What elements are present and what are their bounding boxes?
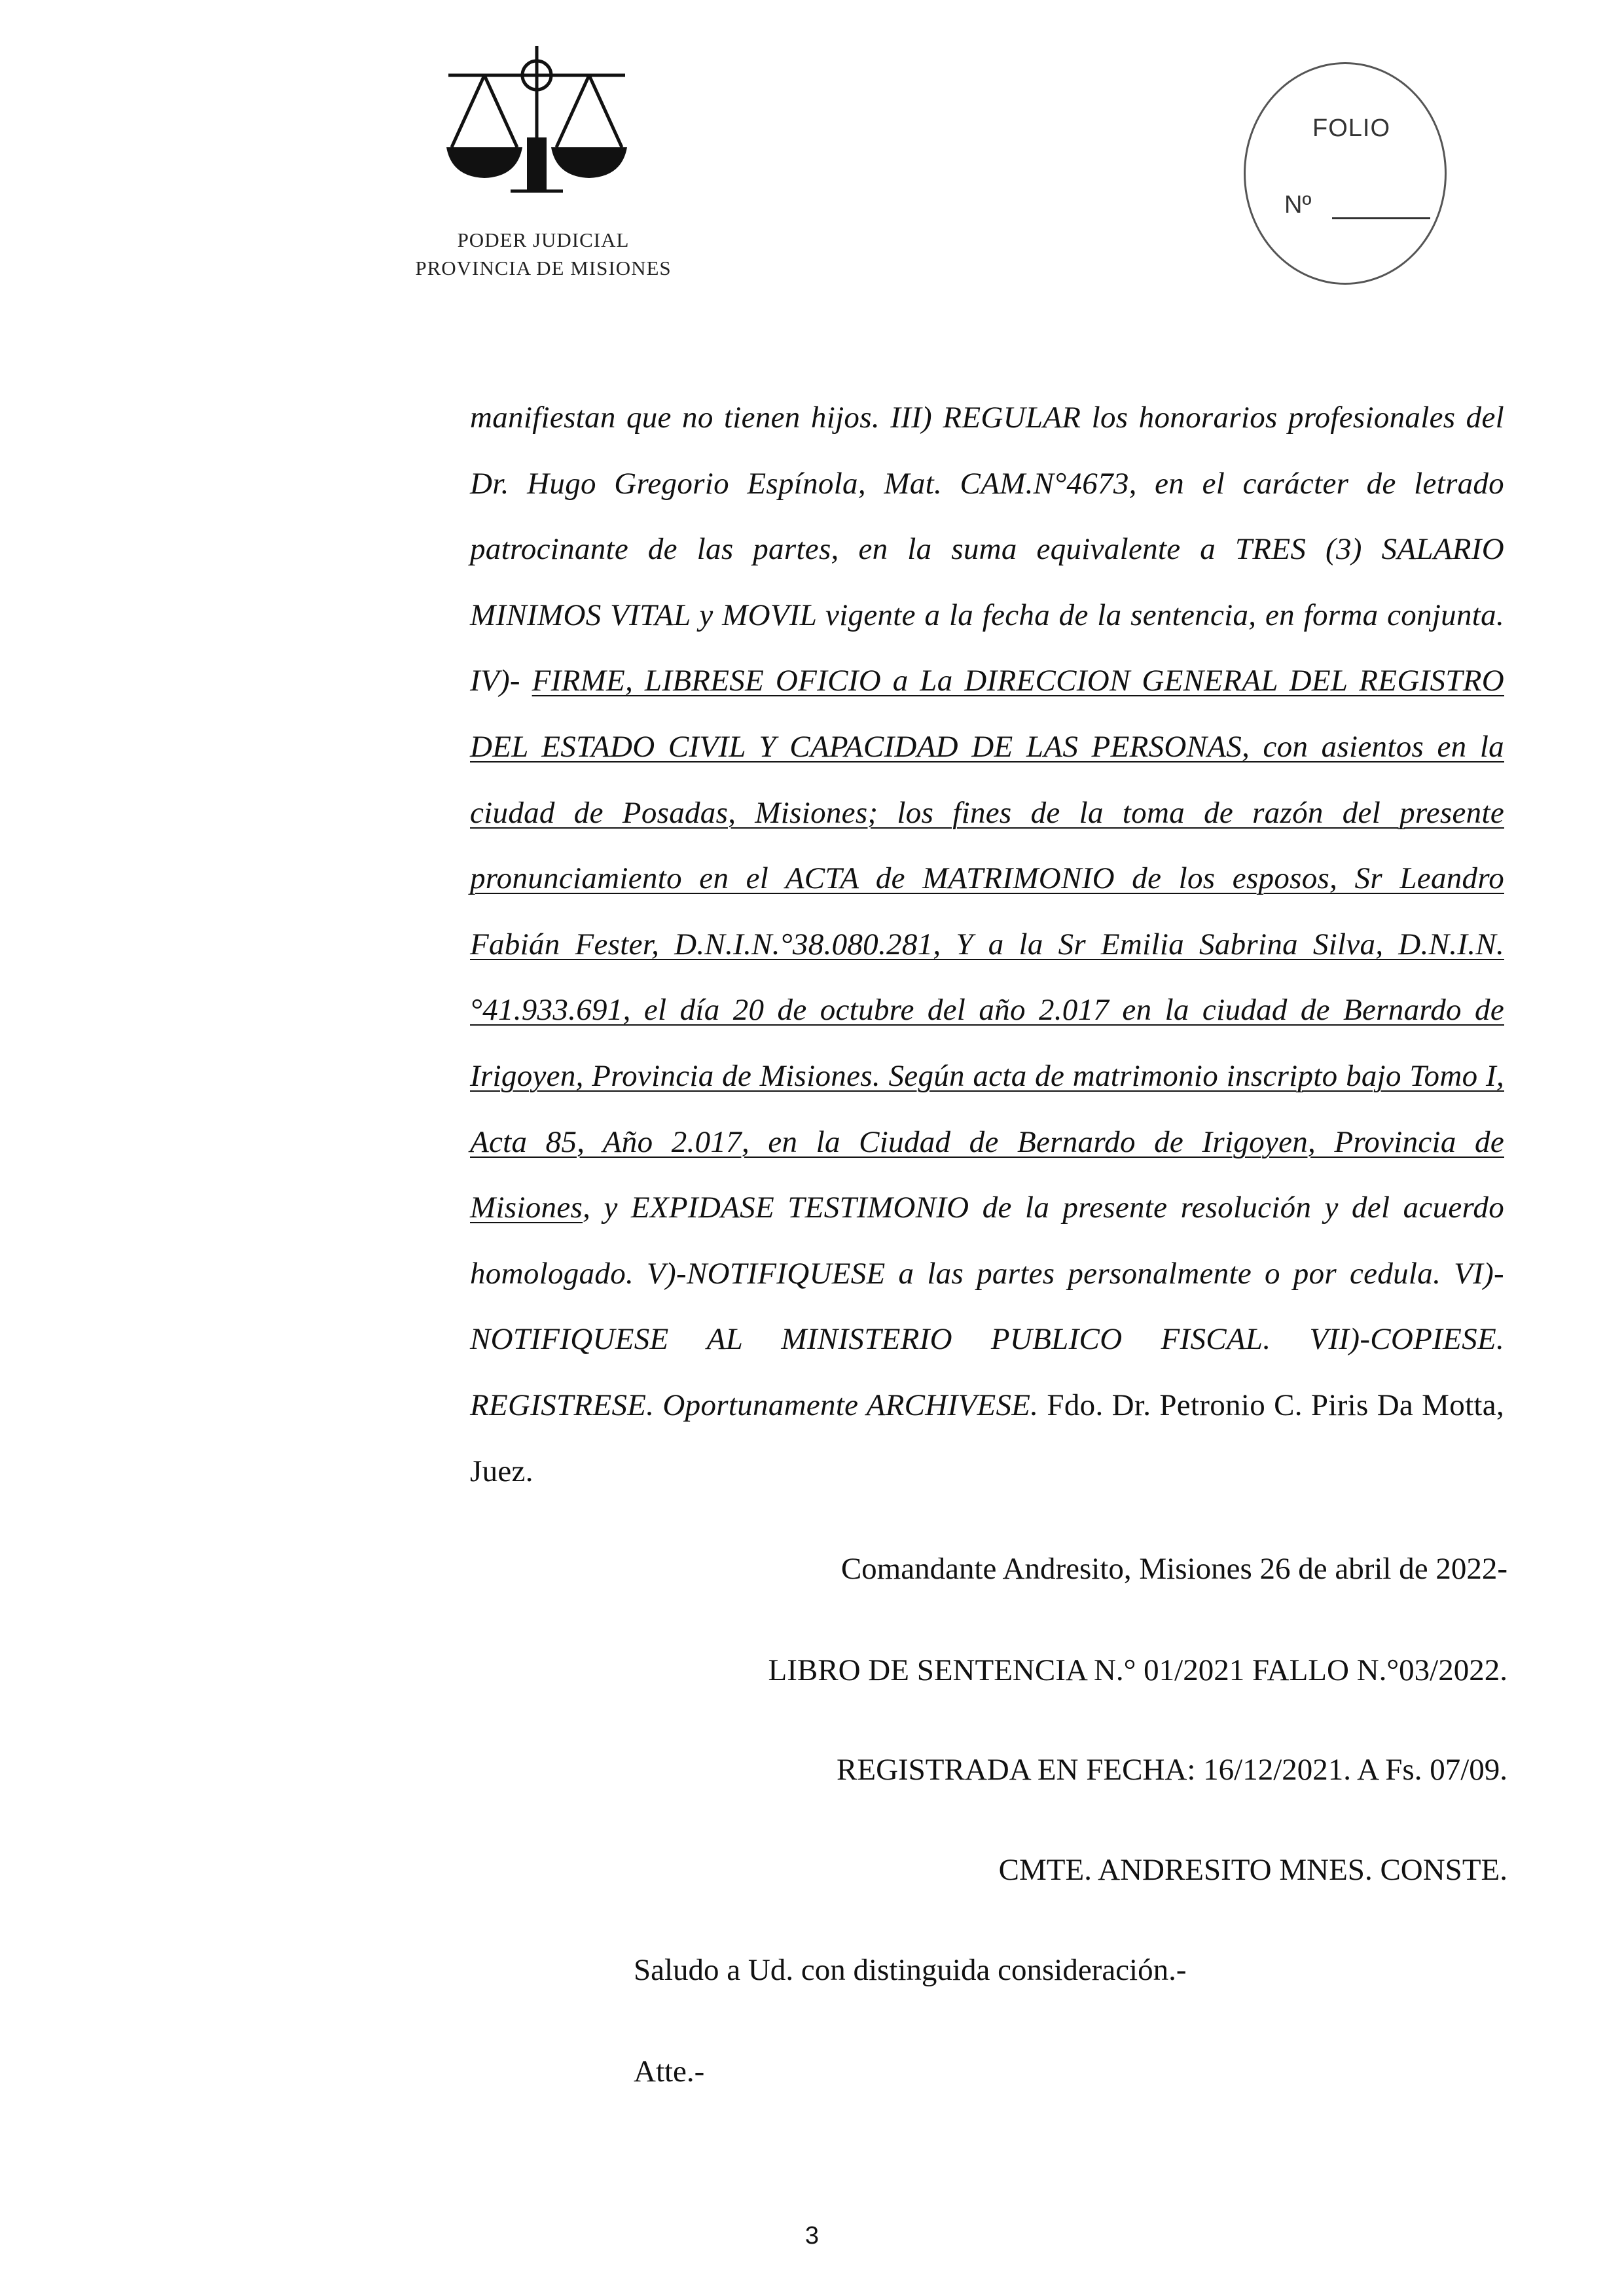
- resolution-part-1: manifiestan que no tienen hijos. III) REGULAR los honorarios profesionales del Dr. Hugo Gregorio Espínola, Mat. CAM.N°4673, en el carácter de letrado patrocinante de las partes, en la suma equivalente a TRES (3) SALARIO MINIMOS VITAL y MOVIL vigente a la fecha de la sentencia, en forma conjunta. IV)-: [470, 401, 1504, 698]
- scales-of-justice-logo: [432, 39, 635, 200]
- saludo-line: Saludo a Ud. con distinguida consideración.-: [634, 1953, 1187, 1987]
- folio-label: FOLIO: [1312, 115, 1391, 142]
- folio-number-label: Nº: [1284, 191, 1312, 219]
- resolution-part-3: , y EXPIDASE TESTIMONIO de la presente resolución y del acuerdo homologado. V)-NOTIFIQUESE a las partes personalmente o por cedula. VI)-NOTIFIQUESE AL MINISTERIO PUBLICO FISCAL. VII)-COPIESE. REGISTRESE. Oportunamente ARCHIVESE.: [470, 1191, 1504, 1422]
- atte-line: Atte.-: [634, 2054, 705, 2089]
- registrada-fecha: REGISTRADA EN FECHA: 16/12/2021. A Fs. 07/09.: [837, 1753, 1507, 1787]
- page-number: 3: [804, 2222, 820, 2250]
- libro-sentencia: LIBRO DE SENTENCIA N.° 01/2021 FALLO N.°03/2022.: [768, 1653, 1507, 1687]
- logo-line-provincia: PROVINCIA DE MISIONES: [415, 257, 672, 279]
- resolution-text: [470, 385, 1504, 1504]
- logo-line-poder-judicial: PODER JUDICIAL: [457, 228, 630, 251]
- logo-caption: [393, 226, 694, 282]
- signature-line: Fdo. Dr. Petronio C. Piris Da Motta, Juez.: [470, 1388, 1505, 1488]
- folio-number-blank: [1332, 217, 1430, 219]
- conste-line: CMTE. ANDRESITO MNES. CONSTE.: [998, 1853, 1507, 1887]
- folio-stamp: [1244, 62, 1447, 285]
- resolution-underlined-order: FIRME, LIBRESE OFICIO a La DIRECCION GENERAL DEL REGISTRO DEL ESTADO CIVIL Y CAPACIDAD DE LAS PERSONAS, con asientos en la ciudad de Posadas, Misiones; los fines de la toma de razón del presente pronunciamiento en el ACTA de MATRIMONIO de los esposos, Sr Leandro Fabián Fester, D.N.I.N.°38.080.281, Y a la Sr Emilia Sabrina Silva, D.N.I.N.°41.933.691, el día 20 de octubre del año 2.017 en la ciudad de Bernardo de Irigoyen, Provincia de Misiones. Según acta de matrimonio inscripto bajo Tomo I, Acta 85, Año 2.017, en la Ciudad de Bernardo de Irigoyen, Provincia de Misiones: [470, 664, 1504, 1225]
- place-date: Comandante Andresito, Misiones 26 de abril de 2022-: [840, 1552, 1507, 1586]
